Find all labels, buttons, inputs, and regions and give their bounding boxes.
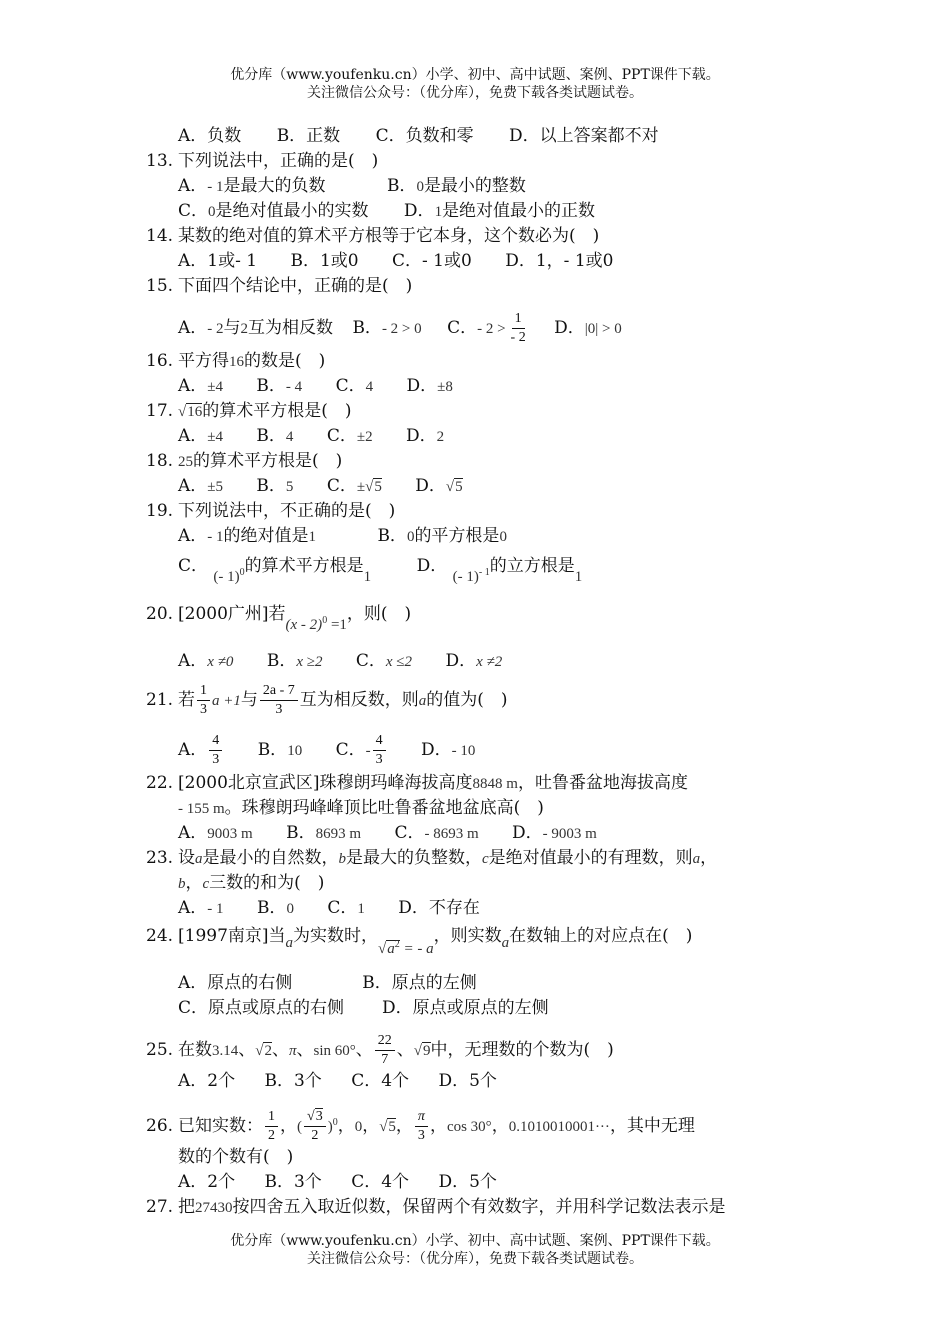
q23-options: A．- 1 B．0 C．1 D．不存在 [178, 898, 480, 918]
q25-options: A．2个 B．3个 C．4个 D．5个 [178, 1071, 497, 1091]
q15-stem: 15. 下面四个结论中，正确的是( ) [146, 276, 413, 296]
fraction: $\frac{2a - 7}{3}$ [260, 682, 298, 719]
q16-options: A．±4 B．- 4 C．4 D．±8 [178, 376, 453, 396]
q23-stem-line1: 23. 设a是最小的自然数，b是最大的负整数，c是绝对值最小的有理数，则a， [146, 848, 718, 868]
q26-stem-line2: 数的个数有( ) [178, 1147, 294, 1167]
q20-options: A．x ≠0 B．x ≥2 C．x ≤2 D．x ≠2 [178, 651, 503, 671]
fraction: $\frac{1}{- 2}$ [510, 311, 526, 345]
q21-options: A． $\frac{4}{3}$ B．10 C．- $\frac{4}{3}$ D．- 10 [178, 733, 476, 767]
q19-options-ab: A．- 1的绝对值是1 B．0的平方根是0 [178, 526, 507, 546]
q12-options: A．负数 B．正数 C．负数和零 D．以上答案都不对 [178, 126, 659, 146]
q24-options-cd: C．原点或原点的右侧 D．原点或原点的左侧 [178, 998, 549, 1018]
q25-stem: 25. 在数3.14、√2、π、sin 60°、 $\frac{22}{7}$ 、√9中，无理数的个数为( ) [146, 1033, 614, 1067]
page-footer [0, 1232, 950, 1268]
header-line-2: 关注微信公众号：（优分库），免费下载各类试题试卷。 [307, 85, 643, 101]
q15-options: A．- 2与2互为相反数 B．- 2 > 0 C．- 2 > $\frac{1}{- 2}$ D．|0| > 0 [178, 311, 622, 345]
q22-stem-line1: 22. [2000北京宣武区]珠穆朗玛峰海拔高度8848 m，吐鲁番盆地海拔高度 [146, 773, 688, 793]
q17-options: A．±4 B．4 C．±2 D．2 [178, 426, 445, 446]
q14-stem: 14. 某数的绝对值的算术平方根等于它本身，这个数必为( ) [146, 226, 600, 246]
fraction: $\frac{\pi}{3}$ [415, 1108, 428, 1145]
fraction: $\frac{1}{3}$ [197, 682, 210, 719]
fraction: $\frac{22}{7}$ [375, 1032, 395, 1069]
q18-options: A．±5 B．5 C．±√5 D．√5 [178, 476, 463, 496]
footer-line-2: 关注微信公众号：（优分库），免费下载各类试题试卷。 [307, 1251, 643, 1267]
q24-stem: 24. [1997南京]当a为实数时，$√a^2$ = - a，则实数a在数轴上的对应点在( ) [146, 926, 693, 957]
q22-options: A．9003 m B．8693 m C．- 8693 m D．- 9003 m [178, 823, 597, 843]
fraction: $\frac{√3}{2}$ [304, 1108, 326, 1145]
footer-line-1: 优分库（www.youfenku.cn）小学、初中、高中试题、案例、PPT课件下载。 [230, 1233, 720, 1249]
q21-stem: 21. 若 $\frac{1}{3}$ a +1与 $\frac{2a - 7}{3}$ 互为相反数，则a的值为( ) [146, 683, 508, 717]
q13-stem: 13. 下列说法中，正确的是( ) [146, 151, 379, 171]
fraction: $\frac{1}{2}$ [265, 1108, 278, 1145]
q13-options-cd: C．0是绝对值最小的实数 D．1是绝对值最小的正数 [178, 201, 596, 221]
q16-stem: 16. 平方得16的数是( ) [146, 351, 326, 371]
q19-options-cd: C． (- 1)$^0$的算术平方根是1 D． (- 1)$^{- 1}$的立方根是1 [178, 556, 583, 585]
q17-stem: 17. √16的算术平方根是( ) [146, 401, 352, 421]
q22-stem-line2: - 155 m。珠穆朗玛峰峰顶比吐鲁番盆地盆底高( ) [178, 798, 544, 818]
q27-stem: 27. 把27430按四舍五入取近似数，保留两个有效数字，并用科学记数法表示是 [146, 1197, 726, 1217]
fraction: $\frac{4}{3}$ [373, 732, 386, 769]
q24-options-ab: A．原点的右侧 B．原点的左侧 [178, 973, 477, 993]
q26-options: A．2个 B．3个 C．4个 D．5个 [178, 1172, 497, 1192]
fraction: $\frac{4}{3}$ [209, 732, 222, 769]
q20-stem: 20. [2000广州]若(x - 2)$^0$ =1，则( ) [146, 604, 412, 633]
page-header [0, 66, 950, 102]
q13-options-ab: A．- 1是最大的负数 B．0是最小的整数 [178, 176, 526, 196]
header-line-1: 优分库（www.youfenku.cn）小学、初中、高中试题、案例、PPT课件下载。 [230, 67, 720, 83]
q14-options: A．1或- 1 B．1或0 C．- 1或0 D．1，- 1或0 [178, 251, 614, 271]
q18-stem: 18. 25的算术平方根是( ) [146, 451, 343, 471]
q23-stem-line2: b，c三数的和为( ) [178, 873, 325, 893]
q26-stem: 26. 已知实数： $\frac{1}{2}$ ，( $\frac{√3}{2}$ )$^0$，0，√5， $\frac{\pi}{3}$ ，cos 30°，0.1010010001···，其中无理 [146, 1109, 695, 1143]
q19-stem: 19. 下列说法中，不正确的是( ) [146, 501, 396, 521]
